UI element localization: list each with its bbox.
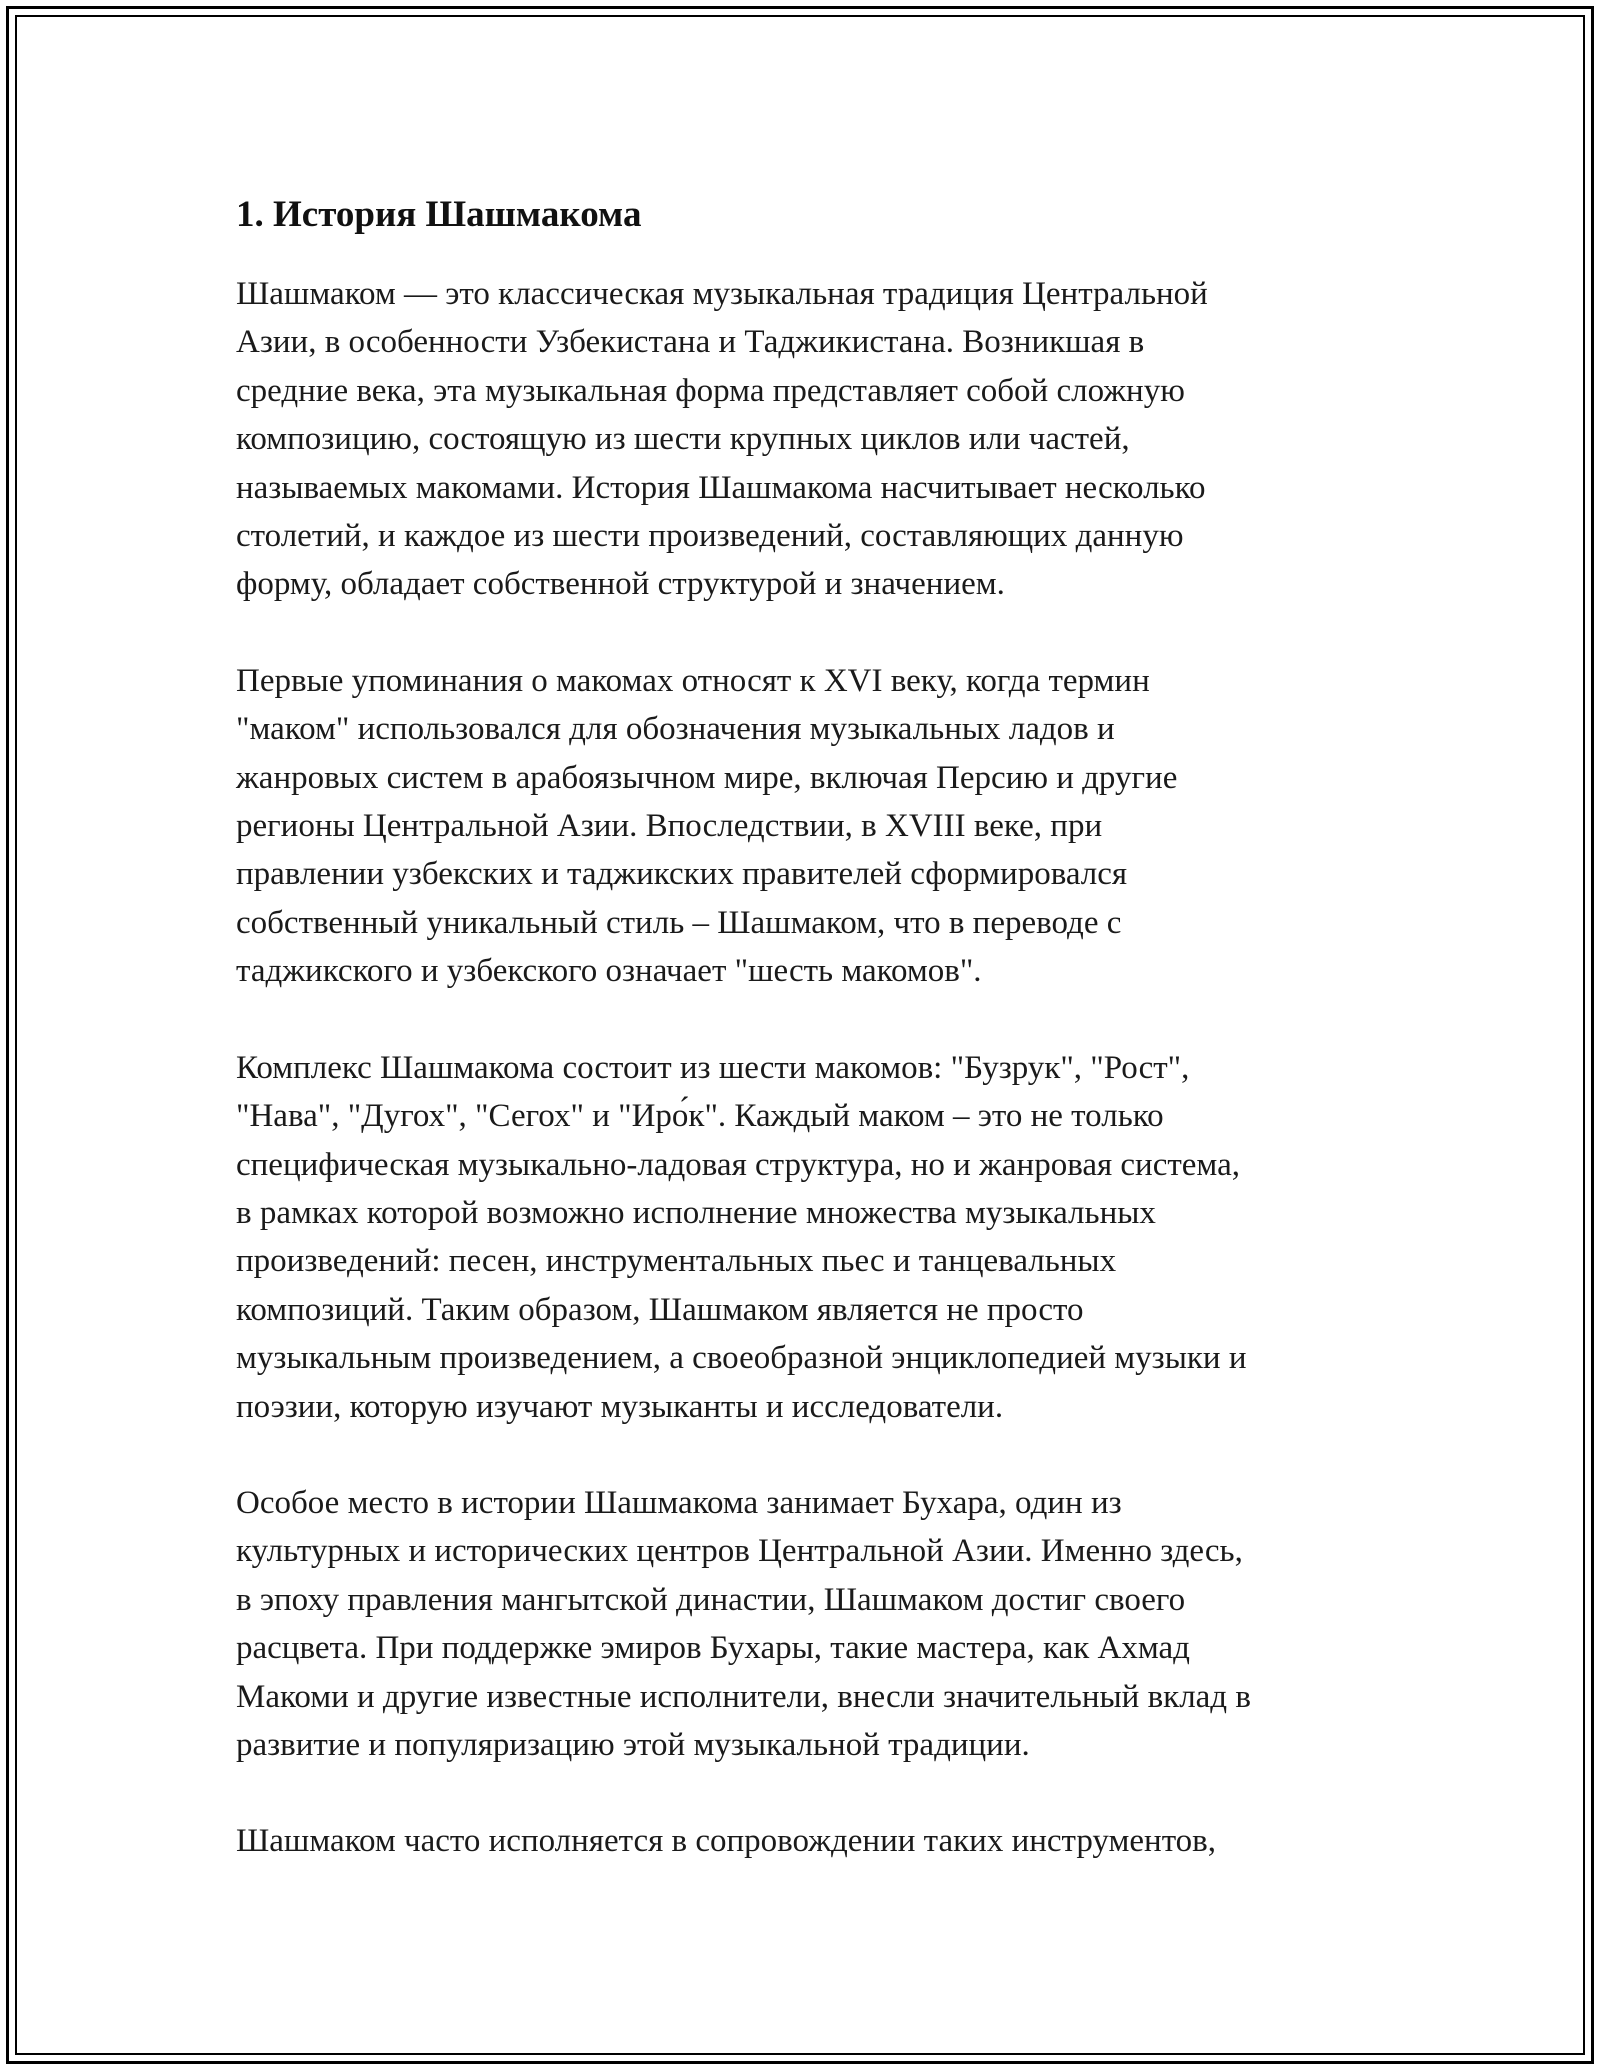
- text-line: в эпоху правления мангытской династии, Шашмаком достиг своего: [236, 1581, 1186, 1618]
- text-line: Шашмаком часто исполняется в сопровождении таких инструментов,: [236, 1823, 1217, 1860]
- paragraph-1: [236, 270, 1386, 609]
- text-line: "маком" использовался для обозначения музыкальных ладов и: [236, 711, 1115, 748]
- text-line: средние века, эта музыкальная форма представляет собой сложную: [236, 372, 1185, 409]
- text-line: столетий, и каждое из шести произведений, составляющих данную: [236, 518, 1184, 555]
- text-line: поэзии, которую изучают музыканты и исследователи.: [236, 1388, 1004, 1425]
- text-line: культурных и исторических центров Центральной Азии. Именно здесь,: [236, 1533, 1243, 1570]
- section-heading: 1. История Шашмакома: [236, 194, 642, 235]
- text-line: специфическая музыкально-ладовая структура, но и жанровая система,: [236, 1146, 1240, 1183]
- document-body: [236, 186, 1386, 1914]
- paragraph-3: [236, 1044, 1386, 1431]
- paragraph-2: [236, 657, 1386, 996]
- text-line: расцвета. При поддержке эмиров Бухары, такие мастера, как Ахмад: [236, 1630, 1190, 1667]
- text-line: регионы Центральной Азии. Впоследствии, в XVIII веке, при: [236, 808, 1103, 845]
- text-line: развитие и популяризацию этой музыкальной традиции.: [236, 1726, 1030, 1763]
- text-line: жанровых систем в арабоязычном мире, включая Персию и другие: [236, 759, 1178, 796]
- text-line: композицию, состоящую из шести крупных циклов или частей,: [236, 421, 1130, 458]
- text-line: собственный уникальный стиль – Шашмаком, что в переводе с: [236, 904, 1122, 941]
- text-line: композиций. Таким образом, Шашмаком является не просто: [236, 1291, 1084, 1328]
- text-line: Первые упоминания о макомах относят к XVI веку, когда термин: [236, 662, 1150, 699]
- text-line: Макоми и другие известные исполнители, внесли значительный вклад в: [236, 1678, 1251, 1715]
- text-line: Особое место в истории Шашмакома занимает Бухара, один из: [236, 1484, 1122, 1521]
- text-line: Комплекс Шашмакома состоит из шести макомов: "Бузрук", "Рост",: [236, 1049, 1190, 1086]
- text-line: таджикского и узбекского означает "шесть макомов".: [236, 953, 982, 990]
- text-line: в рамках которой возможно исполнение множества музыкальных: [236, 1194, 1156, 1231]
- text-line: Азии, в особенности Узбекистана и Таджикистана. Возникшая в: [236, 324, 1145, 361]
- text-line: произведений: песен, инструментальных пьес и танцевальных: [236, 1243, 1117, 1280]
- paragraph-4: [236, 1479, 1386, 1769]
- text-line: называемых макомами. История Шашмакома насчитывает несколько: [236, 469, 1206, 506]
- text-line: Шашмаком — это классическая музыкальная традиция Центральной: [236, 276, 1208, 312]
- text-line: музыкальным произведением, а своеобразной энциклопедией музыки и: [236, 1340, 1247, 1377]
- paragraph-5: [236, 1817, 1386, 1865]
- text-line: правлении узбекских и таджикских правителей сформировался: [236, 856, 1128, 893]
- text-line: "Нава", "Дугох", "Сегох" и "Иро́к". Каждый маком – это не только: [236, 1098, 1164, 1135]
- text-line: форму, обладает собственной структурой и значением.: [236, 566, 1005, 603]
